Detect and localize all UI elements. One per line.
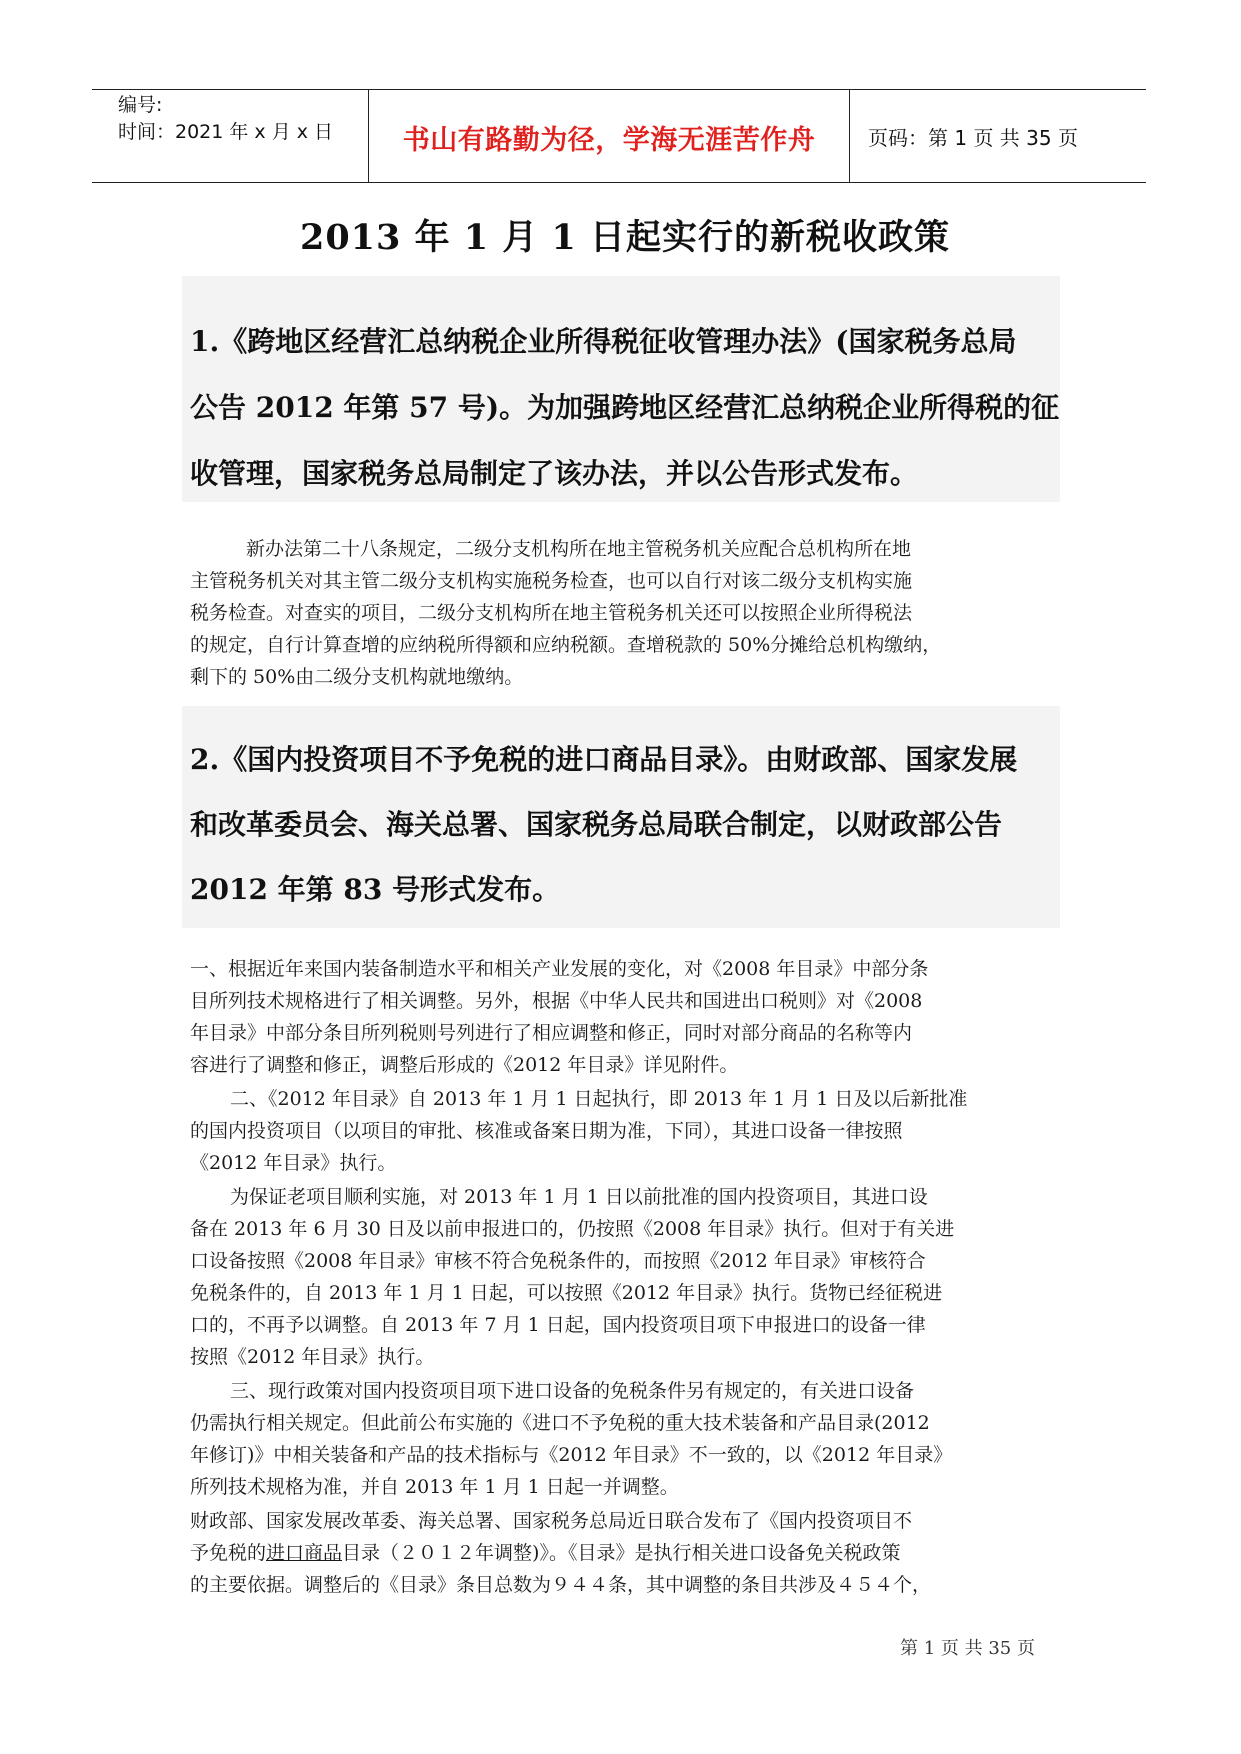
paragraph1-line: 剩下的 50%由二级分支机构就地缴纳。 — [190, 666, 524, 688]
page-footer: 第 1 页 共 35 页 — [900, 1638, 1035, 1659]
body-line: 免税条件的，自 2013 年 1 月 1 日起，可以按照《2012 年目录》执行。货物已经征税进 — [190, 1282, 943, 1304]
section2-heading-line: 和改革委员会、海关总署、国家税务总局联合制定，以财政部公告 — [190, 808, 1003, 841]
body-line: 口设备按照《2008 年目录》审核不符合免税条件的，而按照《2012 年目录》审核符合 — [190, 1250, 926, 1272]
body-line: 容进行了调整和修正，调整后形成的《2012 年目录》详见附件。 — [190, 1054, 739, 1076]
body-line: 目所列技术规格进行了相关调整。另外，根据《中华人民共和国进出口税则》对《2008 — [190, 990, 923, 1012]
body-line: 为保证老项目顺利实施，对 2013 年 1 月 1 日以前批准的国内投资项目，其进口设 — [230, 1186, 928, 1208]
section2-heading-line: 2012 年第 83 号形式发布。 — [190, 873, 561, 906]
body-line: 一、根据近年来国内装备制造水平和相关产业发展的变化，对《2008 年目录》中部分条 — [190, 958, 929, 980]
body-line: 财政部、国家发展改革委、海关总署、国家税务总局近日联合发布了《国内投资项目不 — [190, 1510, 913, 1532]
section2-heading-line: 2.《国内投资项目不予免税的进口商品目录》。由财政部、国家发展 — [190, 743, 1018, 776]
page-header — [92, 89, 1146, 183]
body-line: 仍需执行相关规定。但此前公布实施的《进口不予免税的重大技术装备和产品目录(2012 — [190, 1412, 930, 1434]
body-line: 按照《2012 年目录》执行。 — [190, 1346, 435, 1368]
document-title: 2013 年 1 月 1 日起实行的新税收政策 — [299, 217, 951, 258]
paragraph1-line: 主管税务机关对其主管二级分支机构实施税务检查，也可以自行对该二级分支机构实施 — [190, 570, 913, 592]
header-meta — [92, 90, 369, 182]
body-line: 年目录》中部分条目所列税则号列进行了相应调整和修正，同时对部分商品的名称等内 — [190, 1022, 913, 1044]
paragraph1-line: 的规定，自行计算查增的应纳税所得额和应纳税额。查增税款的 50%分摊给总机构缴纳， — [190, 634, 942, 656]
body-line: 三、现行政策对国内投资项目项下进口设备的免税条件另有规定的，有关进口设备 — [230, 1380, 915, 1402]
header-motto-cell — [369, 90, 850, 182]
body-line: 《2012 年目录》执行。 — [190, 1152, 397, 1174]
section1-heading-line: 1.《跨地区经营汇总纳税企业所得税征收管理办法》(国家税务总局 — [190, 325, 1017, 358]
body-line — [190, 1538, 900, 1565]
body-line: 备在 2013 年 6 月 30 日及以前申报进口的，仍按照《2008 年目录》执行。但对于有关进 — [190, 1218, 955, 1240]
body-line: 二、《2012 年目录》自 2013 年 1 月 1 日起执行，即 2013 年 1 月 1 日及以后新批准 — [230, 1088, 968, 1110]
body-line: 的主要依据。调整后的《目录》条目总数为９４４条，其中调整的条目共涉及４５４个， — [190, 1574, 932, 1596]
body-line: 口的，不再予以调整。自 2013 年 7 月 1 日起，国内投资项目项下申报进口的设备一律 — [190, 1314, 926, 1336]
body-line: 年修订)》中相关装备和产品的技术指标与《2012 年目录》不一致的，以《2012 年目录》 — [190, 1444, 953, 1466]
body-line: 的国内投资项目（以项目的审批、核准或备案日期为准，下同），其进口设备一律按照 — [190, 1120, 903, 1142]
underlined-term: 进口商品 — [266, 1542, 343, 1564]
page-info: 页码：第 1 页 共 35 页 — [868, 125, 1078, 150]
body-line-part: 目录（２０１２年调整)》。《目录》是执行相关进口设备免关税政策 — [342, 1542, 901, 1564]
body-line: 所列技术规格为准，并自 2013 年 1 月 1 日起一并调整。 — [190, 1476, 679, 1498]
number-label: 编号: — [118, 94, 163, 116]
paragraph1-line: 新办法第二十八条规定，二级分支机构所在地主管税务机关应配合总机构所在地 — [246, 538, 912, 560]
paragraph1-line: 税务检查。对查实的项目，二级分支机构所在地主管税务机关还可以按照企业所得税法 — [190, 602, 913, 624]
motto: 书山有路勤为径，学海无涯苦作舟 — [402, 124, 816, 156]
time-label: 时间：2021 年 x 月 x 日 — [118, 121, 334, 143]
section1-heading-line: 公告 2012 年第 57 号)。为加强跨地区经营汇总纳税企业所得税的征 — [190, 391, 1060, 424]
section1-heading-line: 收管理，国家税务总局制定了该办法，并以公告形式发布。 — [190, 457, 919, 490]
body-line-part: 予免税的 — [190, 1542, 267, 1564]
header-page-info — [850, 90, 1146, 182]
